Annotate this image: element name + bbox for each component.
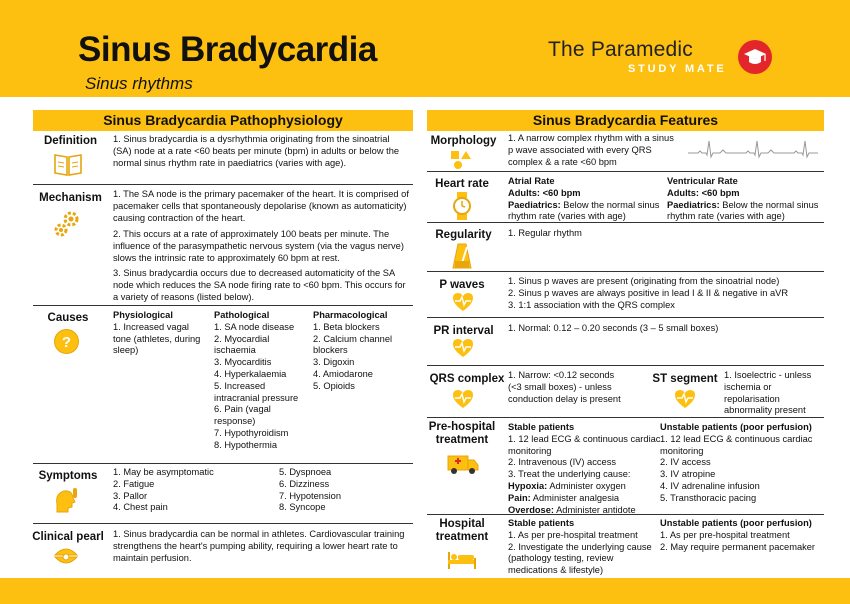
hospital-bed-icon — [447, 550, 477, 570]
causes-label: Causes — [47, 312, 89, 324]
pharmacological-head: Pharmacological — [313, 310, 388, 320]
prehospital-unstable-item: 2. IV access — [660, 457, 711, 468]
pathological-item: 2. Myocardial ischaemia — [214, 333, 270, 356]
prehospital-unstable-head: Unstable patients (poor perfusion) — [660, 422, 812, 432]
qrs-text: 1. Narrow: <0.12 seconds (<3 small boxes) - unless conduction delay is present — [508, 370, 621, 404]
heart-rate-label: Heart rate — [435, 178, 489, 190]
oyster-pearl-icon — [53, 545, 79, 567]
ambulance-icon — [447, 452, 479, 476]
atrial-paeds: Below the normal sinus rhythm rate (varies with age) — [508, 199, 660, 222]
qrs-label: QRS complex — [429, 373, 505, 385]
pearl-label: Clinical pearl — [32, 531, 104, 543]
regularity-label: Regularity — [435, 229, 492, 241]
svg-text:?: ? — [61, 334, 72, 351]
prehospital-stable-head: Stable patients — [508, 422, 575, 432]
ecg-strip-icon — [688, 139, 818, 161]
morphology-text: 1. A narrow complex rhythm with a sinus p wave associated with every QRS complex & a rate <60 bpm — [508, 133, 674, 167]
pathological-item: 1. SA node disease — [214, 321, 295, 332]
physiological-item: 1. Increased vagal tone (athletes, during sleep) — [113, 321, 201, 356]
page-title: Sinus Bradycardia — [78, 30, 377, 69]
morphology-label: Morphology — [430, 135, 497, 147]
prehospital-unstable-item: 5. Transthoracic pacing — [660, 492, 757, 503]
left-heading: Sinus Bradycardia Pathophysiology — [33, 110, 413, 131]
hospital-label: Hospital treatment — [435, 518, 489, 543]
prehospital-stable-item: 1. 12 lead ECG & continuous cardiac monitoring — [508, 433, 661, 456]
ventricular-paeds: Below the normal sinus rhythm rate (varies with age) — [667, 199, 819, 222]
prehospital-stable-item: 2. Intravenous (IV) access — [508, 457, 616, 468]
gears-icon — [52, 208, 82, 238]
prehospital-unstable-item: 3. IV atropine — [660, 469, 716, 480]
question-icon — [53, 328, 80, 355]
brand — [548, 38, 748, 75]
brand-name: The Paramedic — [548, 38, 693, 61]
p-waves-label: P waves — [439, 279, 485, 291]
symptom-item: 3. Pallor — [113, 490, 148, 501]
book-icon — [53, 151, 83, 177]
symptom-item: 8. Syncope — [279, 502, 326, 513]
pr-interval-label: PR interval — [433, 325, 494, 337]
pharmacological-item: 3. Digoxin — [313, 357, 355, 368]
pr-interval-text: 1. Normal: 0.12 – 0.20 seconds (3 – 5 small boxes) — [508, 323, 719, 333]
pathological-item: 4. Hyperkalaemia — [214, 368, 287, 379]
pharmacological-item: 4. Amiodarone — [313, 368, 373, 379]
regularity-text: 1. Regular rhythm — [508, 228, 582, 238]
symptoms-label: Symptoms — [38, 470, 98, 482]
hospital-unstable-head: Unstable patients (poor perfusion) — [660, 518, 812, 528]
pearl-text: 1. Sinus bradycardia can be normal in athletes. Cardiovascular training strengthens the heart's pumping ability, requiring a lower heart rate to maintain perfusion. — [113, 529, 405, 563]
pharmacological-item: 5. Opioids — [313, 380, 355, 391]
hospital-stable-item: 2. Investigate the underlying cause (pathology testing, review medications & lifestyle) — [508, 541, 652, 576]
ventricular-paeds-label: Paediatrics: — [667, 199, 720, 210]
p-waves-line: 2. Sinus p waves are always positive in lead I & II & negative in aVR — [508, 287, 789, 298]
pain-text: Administer analgesia — [530, 492, 620, 503]
pathological-head: Pathological — [214, 310, 270, 320]
watch-icon — [452, 192, 472, 220]
heart-ecg-icon — [674, 389, 696, 409]
symptom-item: 1. May be asymptomatic — [113, 467, 214, 477]
mechanism-p1: 1. The SA node is the primary pacemaker of the heart. It is comprised of pacemaker cells that spontaneously depolarise (known as automaticity) causing contraction of the heart. — [113, 189, 409, 223]
pathological-item: 6. Pain (vagal response) — [214, 404, 271, 427]
mechanism-p3: 3. Sinus bradycardia occurs due to decreased automaticity of the SA node which reduces the SA node firing rate to <60 bpm. This occurs for a variety of reasons (listed below). — [113, 268, 406, 302]
definition-text: 1. Sinus bradycardia is a dysrhythmia originating from the sinoatrial (SA) node at a rate <60 beats per minute (bpm) in adults or below the normal sinus rhythm rate in paediatrics (varies with age). — [113, 134, 400, 168]
atrial-adults: Adults: <60 bpm — [508, 187, 581, 198]
graduation-cap-logo-icon — [738, 40, 772, 74]
brand-sub: STUDY MATE — [628, 63, 727, 75]
heart-ecg-icon — [452, 292, 474, 312]
metronome-icon — [452, 243, 472, 269]
symptom-item: 6. Dizziness — [279, 478, 330, 489]
pathological-item: 5. Increased intracranial pressure — [214, 380, 299, 403]
heart-ecg-icon — [452, 338, 474, 358]
symptom-item: 5. Dyspnoea — [279, 467, 332, 477]
ventricular-adults: Adults: <60 bpm — [667, 187, 740, 198]
ventricular-head: Ventricular Rate — [667, 176, 738, 186]
hypoxia-text: Administer oxygen — [547, 480, 626, 491]
patient-head-icon — [53, 486, 79, 514]
pharmacological-item: 1. Beta blockers — [313, 321, 380, 332]
page-subtitle: Sinus rhythms — [85, 74, 193, 93]
overdose-label: Overdose: — [508, 504, 554, 515]
prehospital-unstable-item: 1. 12 lead ECG & continuous cardiac monitoring — [660, 433, 813, 456]
pathological-item: 7. Hypothyroidism — [214, 427, 289, 438]
atrial-paeds-label: Paediatrics: — [508, 199, 561, 210]
prehospital-stable-item: 3. Treat the underlying cause: — [508, 469, 631, 480]
pharmacological-item: 2. Calcium channel blockers — [313, 333, 393, 356]
hospital-unstable-item: 1. As per pre-hospital treatment — [660, 529, 790, 540]
symptom-item: 4. Chest pain — [113, 502, 168, 513]
st-segment-label: ST segment — [652, 373, 718, 385]
atrial-head: Atrial Rate — [508, 176, 555, 186]
symptom-item: 7. Hypotension — [279, 490, 342, 501]
footer-banner — [0, 578, 850, 604]
pain-label: Pain: — [508, 492, 531, 503]
p-waves-line: 1. Sinus p waves are present (originating from the sinoatrial node) — [508, 276, 780, 286]
pathological-item: 3. Myocarditis — [214, 357, 272, 368]
symptom-item: 2. Fatigue — [113, 478, 155, 489]
hypoxia-label: Hypoxia: — [508, 480, 548, 491]
pathological-item: 8. Hypothermia — [214, 439, 278, 450]
mechanism-label: Mechanism — [39, 192, 102, 204]
shapes-icon — [450, 150, 472, 170]
hospital-stable-item: 1. As per pre-hospital treatment — [508, 529, 638, 540]
p-waves-line: 3. 1:1 association with the QRS complex — [508, 299, 675, 310]
mechanism-p2: 2. This occurs at a rate of approximately 100 beats per minute. The influence of the parasympathetic nervous system (via the vagus nerve) slows the intrinsic rate to approximately 60 bpm at rest. — [113, 229, 404, 263]
st-segment-text: 1. Isoelectric - unless ischemia or repolarisation abnormality present — [724, 370, 812, 416]
prehospital-unstable-item: 4. IV adrenaline infusion — [660, 480, 760, 491]
prehospital-label: Pre-hospital treatment — [428, 421, 496, 446]
heart-ecg-icon — [452, 389, 474, 409]
hospital-unstable-item: 2. May require permanent pacemaker — [660, 541, 816, 552]
right-heading: Sinus Bradycardia Features — [427, 110, 824, 131]
physiological-head: Physiological — [113, 310, 173, 320]
hospital-stable-head: Stable patients — [508, 518, 575, 528]
definition-label: Definition — [43, 135, 98, 147]
overdose-text: Administer antidote — [554, 504, 636, 515]
